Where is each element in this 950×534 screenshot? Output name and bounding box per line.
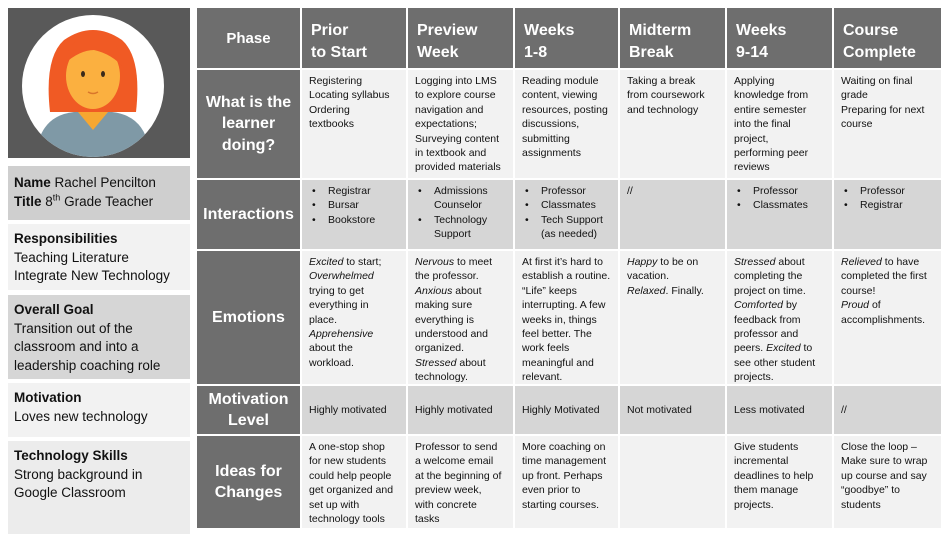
tech-skills-text: Google Classroom <box>14 485 126 500</box>
responsibility-item: Integrate New Technology <box>14 268 170 283</box>
emotions-cell: Nervous to meet the professor. Anxious about making sure everything is understood and organized. Stressed about technology. <box>408 251 513 384</box>
doing-cell: Reading module content, viewing resources, posting discussions, submitting assignments <box>515 70 618 178</box>
doing-cell: Registering Locating syllabus Ordering textbooks <box>302 70 406 178</box>
persona-title: Title 8th Grade Teacher <box>14 192 154 209</box>
phase-header-course-complete: Course Complete <box>834 8 941 68</box>
goal-heading: Overall Goal <box>14 302 94 317</box>
responsibilities-heading: Responsibilities <box>14 231 118 246</box>
phase-header-preview-week: Preview Week <box>408 8 513 68</box>
row-label-ideas: Ideas for Changes <box>197 436 300 528</box>
motivation-level-cell: Less motivated <box>727 386 832 434</box>
journey-map <box>197 8 941 528</box>
responsibility-item: Teaching Literature <box>14 249 129 265</box>
doing-cell: Logging into LMS to explore course navigation and expectations; Surveying content in textbook and provided materials <box>408 70 513 178</box>
emotions-cell: Relieved to have completed the first course! Proud of accomplishments. <box>834 251 941 384</box>
emotions-cell: Happy to be on vacation. Relaxed. Finally. <box>620 251 725 384</box>
phase-header-weeks-9-14: Weeks 9-14 <box>727 8 832 68</box>
phase-header-midterm-break: Midterm Break <box>620 8 725 68</box>
ideas-cell-empty <box>620 436 725 528</box>
persona-panel <box>8 8 190 528</box>
ideas-cell: Professor to send a welcome email at the beginning of preview week, with concrete tasks <box>408 436 513 528</box>
phase-header-weeks-1-8: Weeks 1-8 <box>515 8 618 68</box>
tech-skills-heading: Technology Skills <box>14 448 128 463</box>
persona-name: Name Rachel Pencilton <box>14 175 156 190</box>
interactions-cell: • Professor • Registrar <box>834 180 941 249</box>
interactions-cell: // <box>620 180 725 249</box>
goal-text: Transition out of the <box>14 320 133 336</box>
interactions-cell: • Professor • Classmates • Tech Support (as needed) <box>515 180 618 249</box>
motivation-heading: Motivation <box>14 390 82 405</box>
row-label-doing: What is the learner doing? <box>197 70 300 178</box>
tech-skills-text: Strong background in <box>14 466 143 482</box>
doing-cell: Waiting on final grade Preparing for next course <box>834 70 941 178</box>
motivation-level-cell: Highly motivated <box>302 386 406 434</box>
interactions-cell: • Registrar • Bursar • Bookstore <box>302 180 406 249</box>
goal-text: classroom and into a <box>14 339 139 354</box>
ideas-cell: More coaching on time management up front. Perhaps even prior to starting courses. <box>515 436 618 528</box>
motivation-level-cell: Highly motivated <box>408 386 513 434</box>
motivation-level-cell: Highly Motivated <box>515 386 618 434</box>
motivation-text: Loves new technology <box>14 408 148 424</box>
doing-cell: Applying knowledge from entire semester into the final project, performing peer reviews <box>727 70 832 178</box>
persona-motivation <box>8 383 190 437</box>
persona-technology-skills <box>8 441 190 534</box>
motivation-level-cell: Not motivated <box>620 386 725 434</box>
emotions-cell: Stressed about completing the project on time. Comforted by feedback from professor and peers. Excited to see other student projects. <box>727 251 832 384</box>
woman-avatar-icon <box>8 8 190 158</box>
row-label-motivation-level: Motivation Level <box>197 386 300 434</box>
persona-name-title <box>8 166 190 220</box>
ideas-cell: Give students incremental deadlines to help them manage projects. <box>727 436 832 528</box>
goal-text: leadership coaching role <box>14 357 161 373</box>
row-label-interactions: Interactions <box>197 180 300 249</box>
ideas-cell: Close the loop – Make sure to wrap up course and say “goodbye” to students <box>834 436 941 528</box>
persona-overall-goal <box>8 295 190 379</box>
motivation-level-cell: // <box>834 386 941 434</box>
emotions-cell: Excited to start; Overwhelmed trying to get everything in place. Apprehensive about the workload. <box>302 251 406 384</box>
doing-cell: Taking a break from coursework and technology <box>620 70 725 178</box>
emotions-cell: At first it’s hard to establish a routine. “Life” keeps interrupting. A few weeks in, things feel better. The work feels meaningful and relevant. <box>515 251 618 384</box>
interactions-cell: • Professor • Classmates <box>727 180 832 249</box>
ideas-cell: A one-stop shop for new students could help people get organized and set up with technology tools <box>302 436 406 528</box>
phase-corner-header: Phase <box>197 8 300 68</box>
interactions-cell: • Admissions Counselor • Technology Support <box>408 180 513 249</box>
avatar <box>8 8 190 158</box>
persona-responsibilities <box>8 224 190 290</box>
phase-header-prior-to-start: Prior to Start <box>302 8 406 68</box>
row-label-emotions: Emotions <box>197 251 300 384</box>
